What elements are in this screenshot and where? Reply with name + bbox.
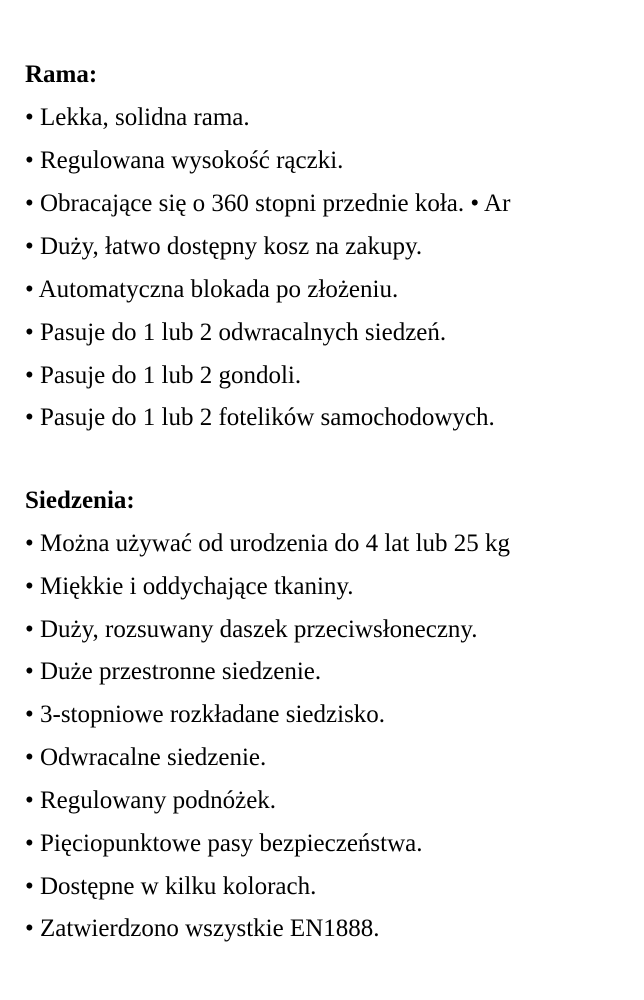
list-item: • Automatyczna blokada po złożeniu. [25, 276, 399, 303]
list-item: • Regulowany podnóżek. [25, 787, 277, 814]
section-heading-siedzenia: Siedzenia: [25, 487, 135, 514]
list-item: • Zatwierdzono wszystkie EN1888. [25, 915, 380, 942]
list-item: • 3-stopniowe rozkładane siedzisko. [25, 701, 386, 728]
list-item: • Odwracalne siedzenie. [25, 744, 267, 771]
list-item: • Miękkie i oddychające tkaniny. [25, 573, 354, 600]
list-item: • Regulowana wysokość rączki. [25, 147, 344, 174]
list-item: • Lekka, solidna rama. [25, 104, 250, 131]
list-item: • Pięciopunktowe pasy bezpieczeństwa. [25, 830, 423, 857]
list-item: • Pasuje do 1 lub 2 fotelików samochodowych. [25, 404, 495, 431]
list-item: • Duży, rozsuwany daszek przeciwsłoneczny. [25, 616, 478, 643]
list-item: • Obracające się o 360 stopni przednie koła. • Ar [25, 190, 511, 217]
list-item: • Duże przestronne siedzenie. [25, 658, 322, 685]
section-heading-rama: Rama: [25, 61, 98, 88]
list-item: • Duży, łatwo dostępny kosz na zakupy. [25, 233, 423, 260]
list-item: • Pasuje do 1 lub 2 gondoli. [25, 362, 302, 389]
list-item: • Pasuje do 1 lub 2 odwracalnych siedzeń. [25, 319, 447, 346]
list-item: • Można używać od urodzenia do 4 lat lub 25 kg [25, 530, 511, 557]
list-item: • Dostępne w kilku kolorach. [25, 873, 317, 900]
